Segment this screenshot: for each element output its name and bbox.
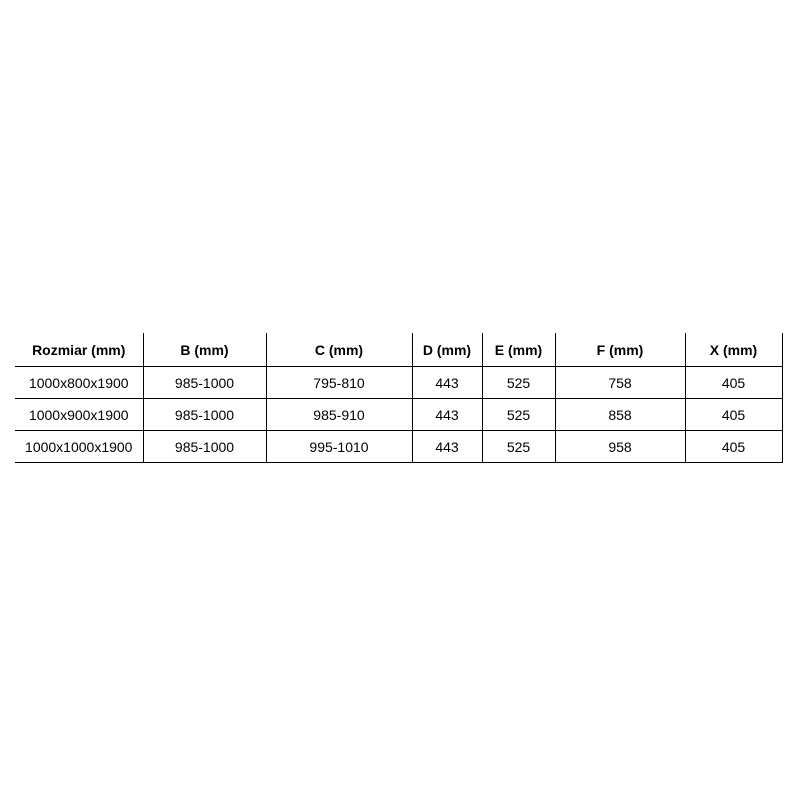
cell-e: 525 bbox=[482, 431, 555, 463]
cell-e: 525 bbox=[482, 367, 555, 399]
cell-c: 985-910 bbox=[266, 399, 412, 431]
cell-e: 525 bbox=[482, 399, 555, 431]
cell-c: 795-810 bbox=[266, 367, 412, 399]
table-row bbox=[15, 431, 782, 463]
col-header-b: B (mm) bbox=[143, 333, 266, 367]
cell-x: 405 bbox=[685, 399, 782, 431]
dimensions-spec-table bbox=[15, 333, 783, 463]
col-header-rozmiar: Rozmiar (mm) bbox=[15, 333, 143, 367]
cell-f: 858 bbox=[555, 399, 685, 431]
cell-rozmiar: 1000x800x1900 bbox=[15, 367, 143, 399]
col-header-d: D (mm) bbox=[412, 333, 482, 367]
cell-d: 443 bbox=[412, 367, 482, 399]
col-header-f: F (mm) bbox=[555, 333, 685, 367]
cell-rozmiar: 1000x900x1900 bbox=[15, 399, 143, 431]
cell-d: 443 bbox=[412, 399, 482, 431]
cell-x: 405 bbox=[685, 431, 782, 463]
cell-b: 985-1000 bbox=[143, 367, 266, 399]
cell-f: 958 bbox=[555, 431, 685, 463]
cell-b: 985-1000 bbox=[143, 399, 266, 431]
cell-rozmiar: 1000x1000x1900 bbox=[15, 431, 143, 463]
cell-b: 985-1000 bbox=[143, 431, 266, 463]
col-header-e: E (mm) bbox=[482, 333, 555, 367]
cell-x: 405 bbox=[685, 367, 782, 399]
table-row bbox=[15, 367, 782, 399]
table-row bbox=[15, 399, 782, 431]
col-header-x: X (mm) bbox=[685, 333, 782, 367]
header-row bbox=[15, 333, 782, 367]
cell-f: 758 bbox=[555, 367, 685, 399]
cell-c: 995-1010 bbox=[266, 431, 412, 463]
cell-d: 443 bbox=[412, 431, 482, 463]
col-header-c: C (mm) bbox=[266, 333, 412, 367]
